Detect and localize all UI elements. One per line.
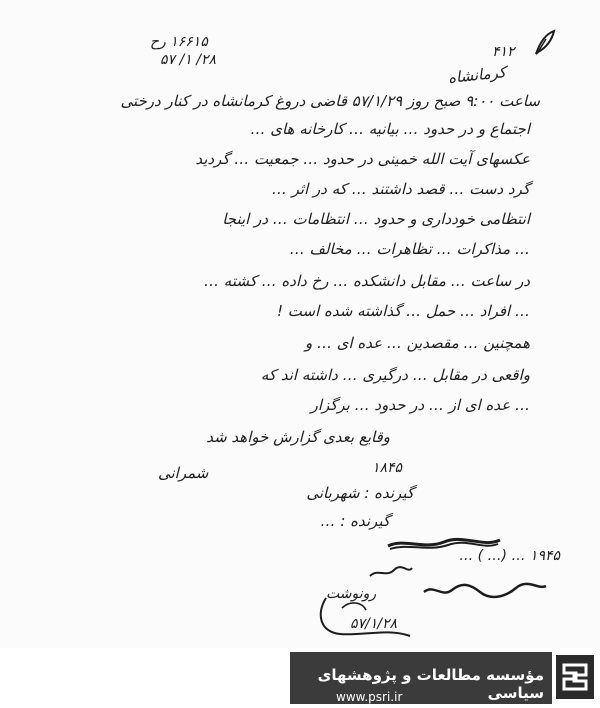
body-line-11: … عده ای از … در حدود … برگزار — [310, 396, 530, 414]
signature-left: شمرانی — [158, 464, 209, 482]
reference-date: ۲۸/ ۱/ ۵۷ — [160, 52, 216, 68]
sign-block-date: ۵۷/۱/۲۸ — [350, 616, 398, 632]
footer — [0, 648, 600, 708]
body-line-3: عکسهای آیت الله خمینی در حدود … جمعیت … گردید — [195, 150, 530, 168]
institute-url[interactable]: www.psri.ir — [336, 690, 403, 704]
body-line-2: اجتماع و در حدود … بیانیه … کارخانه های … — [250, 120, 530, 138]
feather-icon — [532, 28, 558, 58]
signature-scribble-left — [420, 580, 550, 602]
body-line-5: انتظامی خودداری و حدود … انتظامات … در اینجا — [222, 210, 530, 228]
body-line-6: … مذاکرات … تظاهرات … مخالف … — [289, 240, 530, 258]
institute-logo-icon — [556, 655, 594, 699]
body-line-8: … افراد … حمل … گذاشته شده است ! — [276, 302, 530, 320]
body-line-4: گرد دست … قصد داشتند … که در اثر … — [271, 180, 530, 198]
body-line-1: ساعت ۹:۰۰ صبح روز ۵۷/۱/۲۹ قاضی دروغ کرمانشاه در کنار درختی — [120, 92, 540, 110]
distribution-line-2: گیرنده : … — [320, 512, 390, 530]
body-line-7: در ساعت … مقابل دانشکده … رخ داده … کشته … — [204, 272, 530, 290]
institute-name: مؤسسه مطالعات و پژوهشهای سیاسی — [317, 666, 544, 702]
initials-scribble — [366, 562, 416, 582]
distribution-number: ۱۸۴۵ — [372, 460, 403, 476]
footnote: ۱۹۴۵ … (… ) … — [459, 548, 560, 564]
recipient: کرمانشاه — [447, 63, 507, 87]
footer-banner — [290, 652, 552, 704]
body-line-10: واقعی در مقابل … درگیری … داشته اند که — [260, 366, 530, 384]
body-line-9: همچنین … مقصدین … عده ای … و — [304, 334, 530, 352]
distribution-line-1: گیرنده : شهربانی — [306, 484, 414, 502]
reference-code: ۴۱۲ — [492, 44, 515, 60]
body-line-12: وقایع بعدی گزارش خواهد شد — [206, 428, 390, 446]
reference-number: ۱۶۶۱۵ رح — [150, 34, 208, 50]
sign-block-line-1: رونوشت — [326, 586, 377, 602]
